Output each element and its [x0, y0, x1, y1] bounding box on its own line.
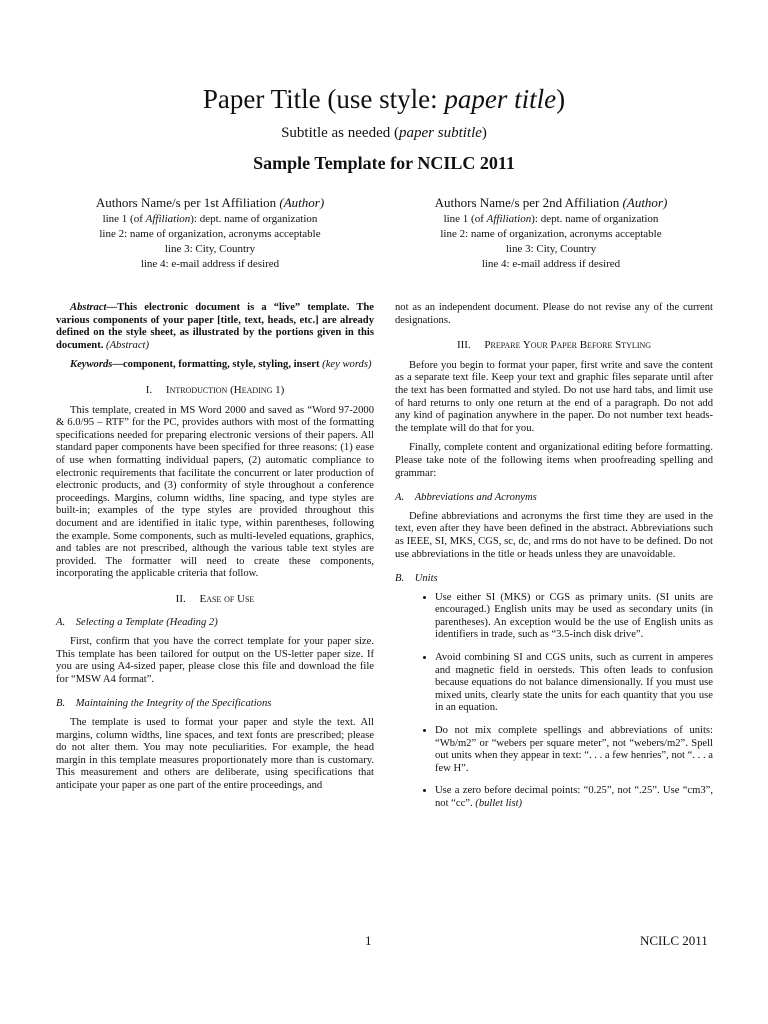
footer-conference: NCILC 2011: [640, 933, 708, 948]
heading-selecting-template: A. Selecting a Template (Heading 2): [56, 617, 218, 629]
affiliation-line-2: line 2: name of organization, acronyms acceptable: [440, 228, 662, 240]
page-number: 1: [365, 933, 372, 948]
paper-subtitle: Subtitle as needed (paper subtitle): [281, 125, 487, 141]
affiliation-line-1: line 1 (of Affiliation): dept. name of organization: [443, 213, 659, 225]
paragraph-continued: not as an independent document. Please do not revise any of the current designations.: [395, 302, 713, 326]
conference-title: Sample Template for NCILC 2011: [253, 153, 515, 173]
list-item: • Avoid combining SI and CGS units, such as current in amperes and magnetic field in oersteds. This often leads to confusion because equations do not balance dimensionally. If you must use mixed units, clearly state the units for each quantity that you use in an equation.: [435, 652, 713, 715]
heading-abbreviations: A. Abbreviations and Acronyms: [395, 492, 537, 504]
heading-prepare-paper: III. Prepare Your Paper Before Styling: [456, 339, 652, 352]
author-name: Authors Name/s per 1st Affiliation (Author): [95, 195, 325, 210]
abstract: Abstract—This electronic document is a “live” template. The various components of your paper [title, text, heads, etc.] are already defined on the style sheet, as illustrated by the portions given in this document. (Abstract): [56, 302, 374, 351]
paragraph-abbreviations: Define abbreviations and acronyms the first time they are used in the text, even after they have been defined in the abstract. Abbreviations such as IEEE, SI, MKS, CGS, sc, dc, and rms do not have to be defined. Do not use abbreviations in the title or heads unless they are unavoidable.: [395, 510, 713, 560]
paragraph-introduction: This template, created in MS Word 2000 and saved as “Word 97-2000 & 6.0/95 – RTF” for the PC, provides authors with most of the formatting specifications needed for preparing electronic versions of their papers. All standard paper components have been specified for three reasons: (1) ease of use when formatting individual papers, (2) automatic compliance to electronic requirements that facilitate the concurrent or later production of electronic products, and (3) conformity of style throughout a conference proceedings. Margins, column widths, line spacing, and type styles are built-in; examples of the type styles are provided throughout this document and are identified in italic type, within parentheses, following the example. Some components, such as multi-leveled equations, graphics, and tables are not prescribed, although the various table text styles are provided. The formatter will need to create these components, incorporating the applicable criteria that follow.: [56, 404, 374, 580]
affiliation-line-2: line 2: name of organization, acronyms acceptable: [99, 228, 321, 240]
right-column: [395, 302, 713, 821]
left-column: [56, 302, 374, 800]
keywords: Keywords—component, formatting, style, styling, insert (key words): [70, 359, 372, 371]
heading-maintaining-integrity: B. Maintaining the Integrity of the Specifications: [56, 698, 272, 710]
paragraph-maintaining-integrity: The template is used to format your paper and style the text. All margins, column widths, line spaces, and text fonts are prescribed; please do not alter them. You may note peculiarities. For example, the head margin in this template measures proportionately more than is customary. This measurement and others are deliberate, using specifications that anticipate your paper as one part of the entire proceedings, and: [56, 717, 374, 791]
units-bullet-list: [395, 592, 713, 811]
affiliation-line-3: line 3: City, Country: [164, 243, 256, 255]
paragraph-prepare-2: Finally, complete content and organizational editing before formatting. Please take note of the following items when proofreading spelling and grammar:: [395, 442, 713, 479]
affiliation-line-1: line 1 (of Affiliation): dept. name of organization: [102, 213, 318, 225]
paragraph-prepare-1: Before you begin to format your paper, first write and save the content as a separate text file. Keep your text and graphic files separate until after the text has been formatted and styled. Do not use hard tabs, and limit use of hard returns to only one return at the end of a paragraph. Do not add any kind of pagination anywhere in the paper. Do not number text heads-the template will do that for you.: [395, 359, 713, 434]
author-block-2: [386, 195, 716, 272]
heading-ease-of-use: II. Ease of Use: [175, 592, 255, 605]
affiliation-line-4: line 4: e-mail address if desired: [481, 258, 621, 270]
list-item: • Use a zero before decimal points: “0.25”, not “.25”. Use “cm3”, not “cc”. (bullet list): [435, 785, 713, 810]
paragraph-selecting-template: First, confirm that you have the correct template for your paper size. This template has been tailored for output on the US-letter paper size. If you are using A4-sized paper, please close this file and download the file for “MSW A4 format”.: [56, 636, 374, 685]
list-item: • Do not mix complete spellings and abbreviations of units: “Wb/m2” or “webers per square meter”, not “webers/m2”. Spell out units when they appear in text: “. . . a few henries”, not “. . . a few H”.: [435, 725, 713, 775]
heading-units: B. Units: [395, 573, 438, 585]
paper-title: Paper Title (use style: paper title): [202, 84, 566, 114]
author-block-1: [45, 195, 375, 272]
heading-introduction: I. Introduction (Heading 1): [145, 383, 285, 396]
affiliation-line-3: line 3: City, Country: [505, 243, 597, 255]
list-item: • Use either SI (MKS) or CGS as primary units. (SI units are encouraged.) English units may be used as secondary units (in parentheses). An exception would be the use of English units as identifiers in trade, such as “3.5-inch disk drive”.: [435, 592, 713, 642]
author-name: Authors Name/s per 2nd Affiliation (Author): [434, 195, 668, 210]
affiliation-line-4: line 4: e-mail address if desired: [140, 258, 280, 270]
